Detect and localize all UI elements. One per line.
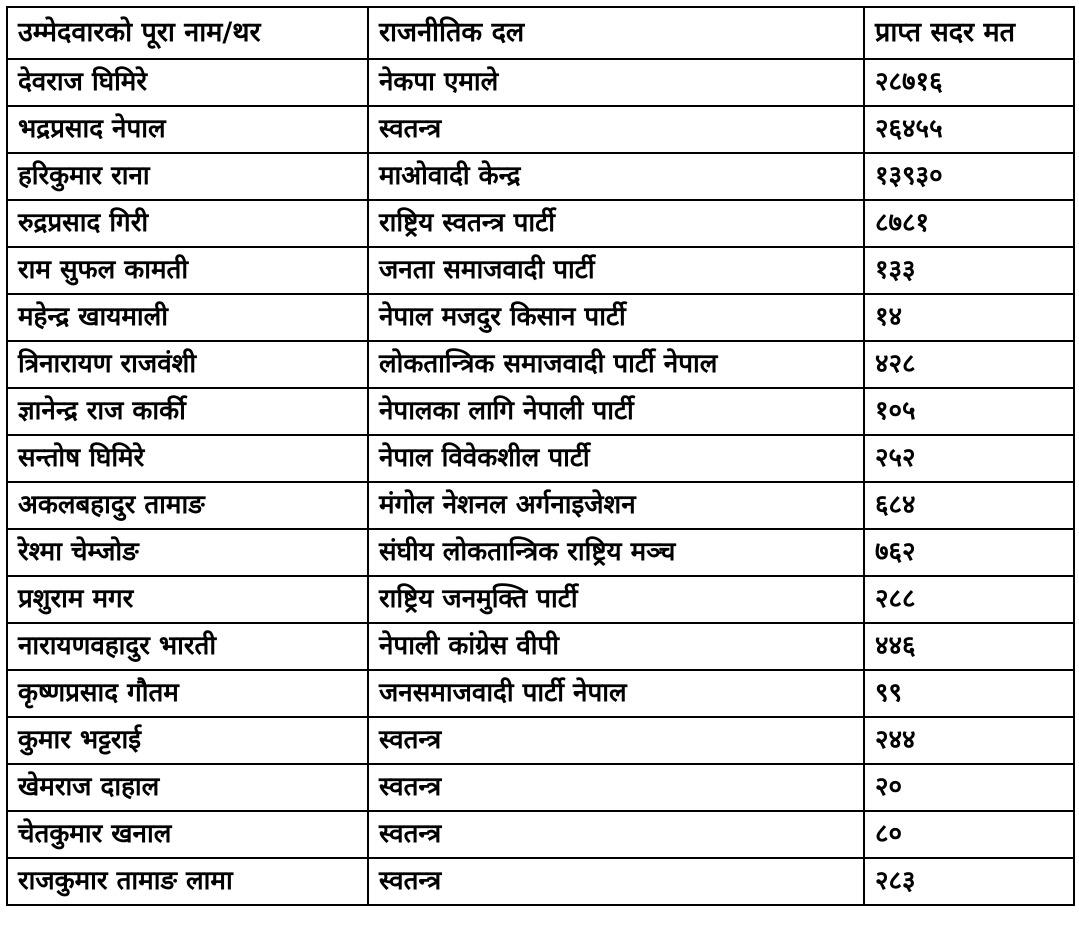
table-body	[7, 59, 1074, 905]
votes-cell: ७६२	[864, 529, 1074, 576]
votes-cell: २८८	[864, 576, 1074, 623]
table-row	[7, 717, 1074, 764]
votes-cell: ८७८१	[864, 200, 1074, 247]
candidate-name-cell: नारायणवहादुर भारती	[7, 623, 368, 670]
table-row	[7, 811, 1074, 858]
candidate-name-cell: हरिकुमार राना	[7, 153, 368, 200]
votes-cell: २६४५५	[864, 106, 1074, 153]
party-cell: संघीय लोकतान्त्रिक राष्ट्रिय मञ्च	[368, 529, 864, 576]
candidate-name-cell: कृष्णप्रसाद गौतम	[7, 670, 368, 717]
candidate-name-cell: ज्ञानेन्द्र राज कार्की	[7, 388, 368, 435]
candidate-name-cell: खेमराज दाहाल	[7, 764, 368, 811]
candidate-name-cell: महेन्द्र खायमाली	[7, 294, 368, 341]
table-row	[7, 670, 1074, 717]
party-cell: नेकपा एमाले	[368, 59, 864, 106]
table-row	[7, 388, 1074, 435]
party-cell: राष्ट्रिय स्वतन्त्र पार्टी	[368, 200, 864, 247]
table-row	[7, 576, 1074, 623]
votes-cell: ४४६	[864, 623, 1074, 670]
party-cell: जनसमाजवादी पार्टी नेपाल	[368, 670, 864, 717]
party-cell: स्वतन्त्र	[368, 764, 864, 811]
header-row	[7, 7, 1074, 59]
votes-cell: २०	[864, 764, 1074, 811]
party-cell: स्वतन्त्र	[368, 811, 864, 858]
votes-cell: १०५	[864, 388, 1074, 435]
party-cell: स्वतन्त्र	[368, 717, 864, 764]
table-row	[7, 341, 1074, 388]
table-row	[7, 200, 1074, 247]
header-political-party: राजनीतिक दल	[368, 7, 864, 59]
party-cell: मंगोल नेशनल अर्गनाइजेशन	[368, 482, 864, 529]
table-row	[7, 435, 1074, 482]
votes-cell: ८०	[864, 811, 1074, 858]
votes-cell: ६८४	[864, 482, 1074, 529]
votes-cell: ९९	[864, 670, 1074, 717]
votes-cell: २५२	[864, 435, 1074, 482]
party-cell: स्वतन्त्र	[368, 858, 864, 905]
votes-cell: १४	[864, 294, 1074, 341]
party-cell: नेपाल विवेकशील पार्टी	[368, 435, 864, 482]
candidate-name-cell: त्रिनारायण राजवंशी	[7, 341, 368, 388]
table-row	[7, 623, 1074, 670]
party-cell: माओवादी केन्द्र	[368, 153, 864, 200]
candidate-name-cell: राम सुफल कामती	[7, 247, 368, 294]
table-row	[7, 294, 1074, 341]
table-row	[7, 482, 1074, 529]
candidate-name-cell: रेश्मा चेम्जोङ	[7, 529, 368, 576]
table-row	[7, 247, 1074, 294]
party-cell: जनता समाजवादी पार्टी	[368, 247, 864, 294]
candidate-name-cell: राजकुमार तामाङ लामा	[7, 858, 368, 905]
votes-cell: २४४	[864, 717, 1074, 764]
party-cell: नेपाल मजदुर किसान पार्टी	[368, 294, 864, 341]
candidate-name-cell: देवराज घिमिरे	[7, 59, 368, 106]
table-row	[7, 59, 1074, 106]
party-cell: लोकतान्त्रिक समाजवादी पार्टी नेपाल	[368, 341, 864, 388]
candidate-name-cell: कुमार भट्टराई	[7, 717, 368, 764]
party-cell: राष्ट्रिय जनमुक्ति पार्टी	[368, 576, 864, 623]
candidate-name-cell: चेतकुमार खनाल	[7, 811, 368, 858]
table-row	[7, 529, 1074, 576]
candidate-name-cell: रुद्रप्रसाद गिरी	[7, 200, 368, 247]
table-header	[7, 7, 1074, 59]
votes-cell: ४२८	[864, 341, 1074, 388]
candidate-name-cell: प्रशुराम मगर	[7, 576, 368, 623]
party-cell: नेपाली कांग्रेस वीपी	[368, 623, 864, 670]
votes-cell: २८३	[864, 858, 1074, 905]
candidate-name-cell: अकलबहादुर तामाङ	[7, 482, 368, 529]
votes-cell: १३९३०	[864, 153, 1074, 200]
votes-cell: १३३	[864, 247, 1074, 294]
header-valid-votes: प्राप्त सदर मत	[864, 7, 1074, 59]
table-row	[7, 153, 1074, 200]
party-cell: नेपालका लागि नेपाली पार्टी	[368, 388, 864, 435]
election-results-table	[6, 6, 1075, 906]
table-row	[7, 858, 1074, 905]
table-row	[7, 106, 1074, 153]
candidate-name-cell: भद्रप्रसाद नेपाल	[7, 106, 368, 153]
table-row	[7, 764, 1074, 811]
votes-cell: २८७१६	[864, 59, 1074, 106]
candidate-name-cell: सन्तोष घिमिरे	[7, 435, 368, 482]
party-cell: स्वतन्त्र	[368, 106, 864, 153]
header-candidate-name: उम्मेदवारको पूरा नाम/थर	[7, 7, 368, 59]
